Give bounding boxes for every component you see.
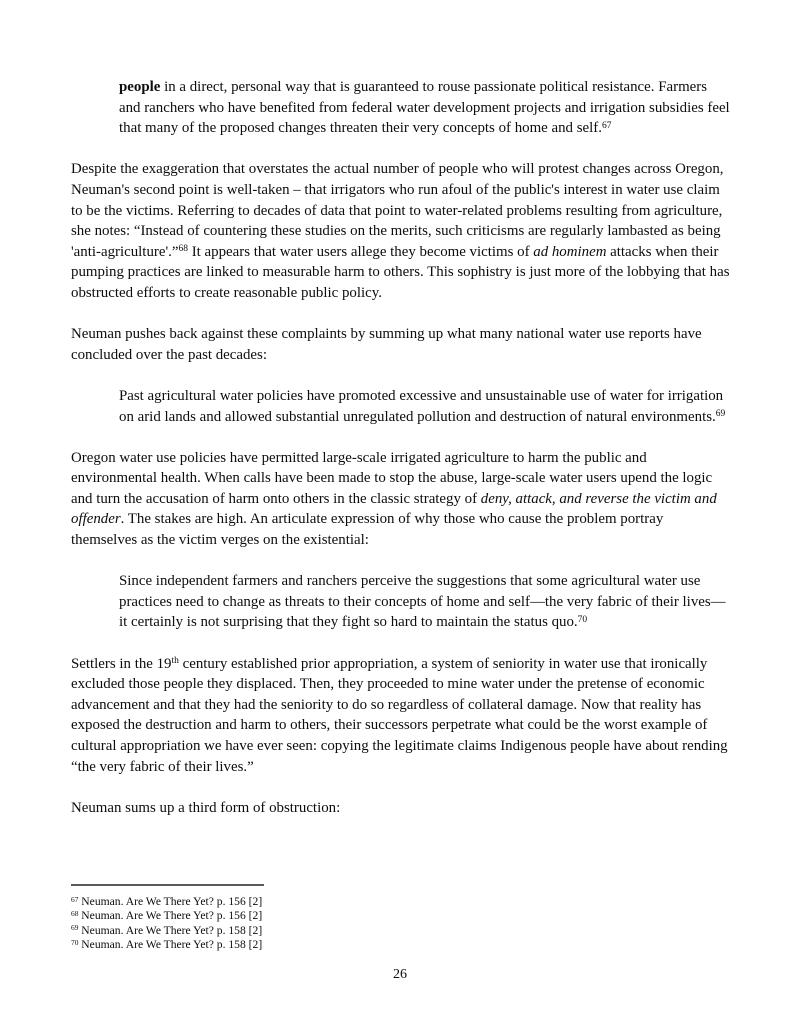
page-number: 26 xyxy=(393,967,407,982)
footnote-list xyxy=(71,895,731,953)
paragraph xyxy=(71,159,731,303)
footnote-marker: 70 xyxy=(71,937,79,947)
paragraph xyxy=(71,324,731,365)
footnote-marker: 68 xyxy=(71,909,79,919)
footnote xyxy=(71,909,731,923)
footnote xyxy=(71,895,731,909)
paragraph xyxy=(71,448,731,551)
text-segment: Past agricultural water policies have promoted excessive and unsustainable use of water for irrigation on arid lands and allowed substantial unregulated pollution and destruction of natural environments. xyxy=(119,387,724,425)
footnote-text: Neuman. Are We There Yet? p. 158 [2] xyxy=(78,923,263,937)
text-segment: Settlers in the 19 xyxy=(71,655,172,672)
paragraph xyxy=(71,798,731,819)
text-segment: Since independent farmers and ranchers perceive the suggestions that some agricultural water use practices need to change as threats to their concepts of home and self—the very fabric of their lives—it certainly is not surprising that they fight so hard to maintain the status quo. xyxy=(119,573,726,631)
superscript-ref: 70 xyxy=(577,615,588,626)
superscript-ref: 69 xyxy=(715,409,726,420)
footnote-area xyxy=(71,884,731,953)
superscript-ref: 67 xyxy=(601,120,612,131)
text-segment: ad hominem xyxy=(533,243,607,260)
text-segment: people xyxy=(119,79,161,95)
text-segment: Despite the exaggeration that overstates the actual number of people who will protest changes across Oregon, Neuman's second point is well-taken – that irrigators who run afoul of the public's interest in water use claim to be the victims. Referring to decades of data that point to water-related problems resulting from agriculture, she notes: “Instead of countering these studies on the merits, such criticisms are regularly lambasted as being 'anti-agriculture'.” xyxy=(71,161,724,260)
text-segment: Neuman sums up a third form of obstruction: xyxy=(71,799,341,816)
text-segment: Oregon water use policies have permitted large-scale irrigated agriculture to harm the public and environmental health. When calls have been made to stop the abuse, large-scale water users upend the logic and turn the accusation of harm onto others in the classic strategy of xyxy=(71,449,713,507)
blockquote xyxy=(119,571,731,633)
text-segment: It appears that water users allege they become victims of xyxy=(188,243,534,260)
footnote xyxy=(71,924,731,938)
footnote-marker: 69 xyxy=(71,923,79,933)
text-segment: in a direct, personal way that is guaranteed to rouse passionate political resistance. Farmers and ranchers who have benefited from federal water development projects and irrigation subsidies feel that many of the proposed changes threaten their very concepts of home and self. xyxy=(119,79,730,137)
superscript-ref: th xyxy=(171,656,179,667)
footnote-text: Neuman. Are We There Yet? p. 156 [2] xyxy=(78,909,263,923)
text-segment: century established prior appropriation, a system of seniority in water use that ironically excluded those people they displaced. Then, they proceeded to mine water under the pretense of economic advancement and that they had the seniority to do so regardless of collateral damage. Now that reality has exposed the destruction and harm to others, their successors perpetrate what could be the worst example of cultural appropriation we have ever seen: copying the legitimate claims Indigenous people have about rending “the very fabric of their lives.” xyxy=(71,655,728,775)
blockquote xyxy=(119,77,731,139)
footnote-separator xyxy=(71,884,264,886)
text-segment: Neuman pushes back against these complaints by summing up what many national water use reports have concluded over the past decades: xyxy=(71,326,702,363)
footnote-text: Neuman. Are We There Yet? p. 158 [2] xyxy=(78,938,263,952)
text-segment: deny, attack, and reverse the victim and offender xyxy=(71,490,717,528)
footnote xyxy=(71,938,731,952)
document-body xyxy=(71,77,731,839)
superscript-ref: 68 xyxy=(178,244,188,255)
paragraph xyxy=(71,654,731,778)
blockquote xyxy=(119,386,731,427)
text-segment: attacks when their pumping practices are linked to measurable harm to others. This sophistry is just more of the lobbying that has obstructed efforts to create reasonable public policy. xyxy=(71,243,730,301)
footnote-marker: 67 xyxy=(71,894,79,904)
footnote-text: Neuman. Are We There Yet? p. 156 [2] xyxy=(78,895,263,908)
text-segment: . The stakes are high. An articulate expression of why those who cause the problem portray themselves as the victim verges on the existential: xyxy=(71,511,664,549)
